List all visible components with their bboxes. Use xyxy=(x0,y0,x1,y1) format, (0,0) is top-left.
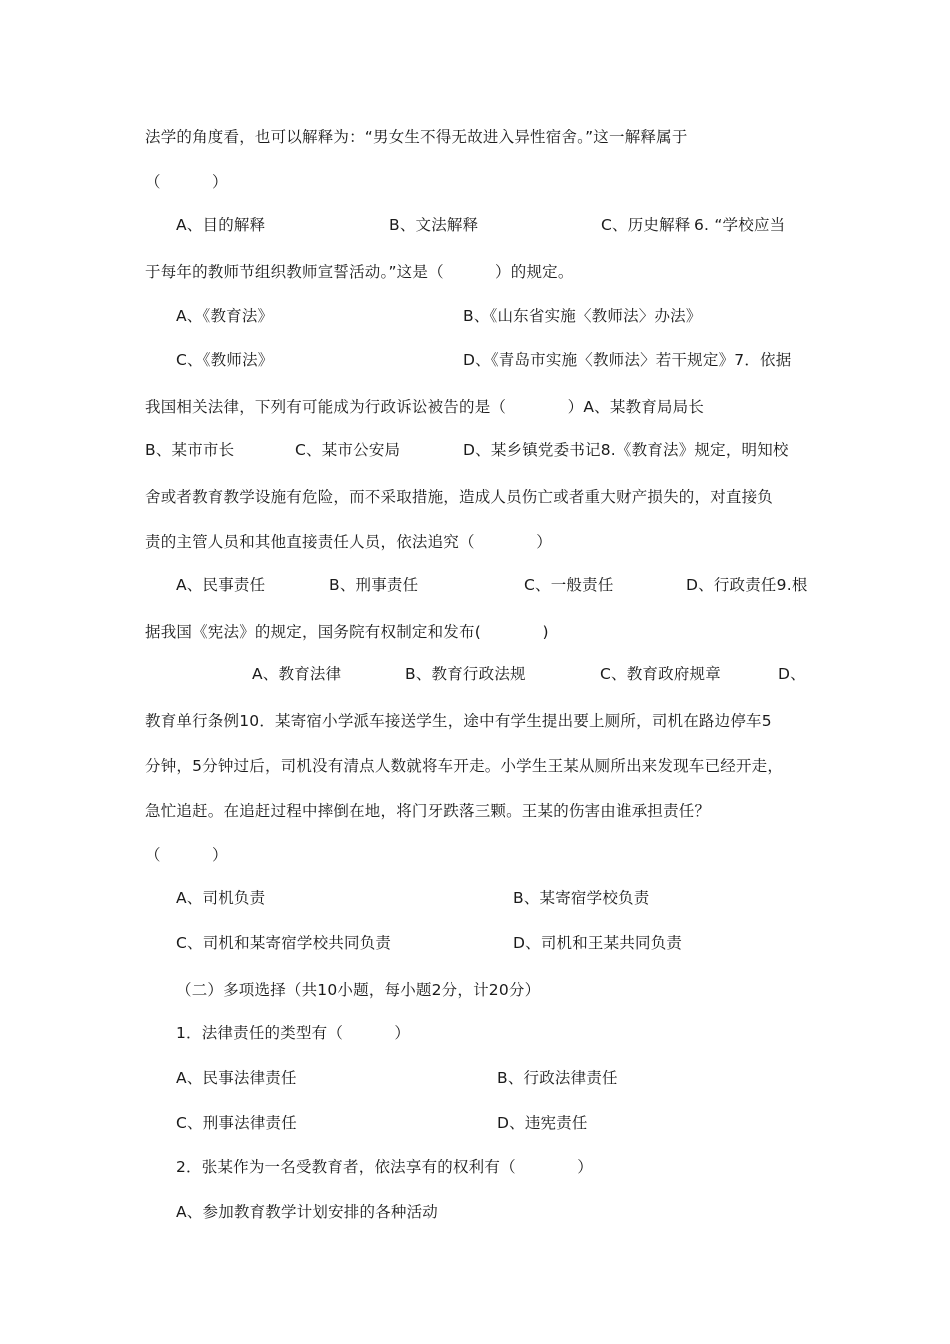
text-line: 责的主管人员和其他直接责任人员，依法追究（ ） xyxy=(145,533,552,551)
option-b: B、行政法律责任 xyxy=(497,1069,618,1087)
text-line: 教育单行条例10．某寄宿小学派车接送学生，途中有学生提出要上厕所，司机在路边停车5 xyxy=(145,712,772,730)
text-line: 急忙追赶。在追赶过程中摔倒在地，将门牙跌落三颗。王某的伤害由谁承担责任？ xyxy=(145,802,711,820)
option-c: C、一般责任 xyxy=(524,576,614,594)
section-heading: （二）多项选择（共10小题，每小题2分，计20分） xyxy=(176,981,541,999)
option-a: A、《教育法》 xyxy=(176,307,274,325)
text-line: 我国相关法律，下列有可能成为行政诉讼被告的是（ ）A、某教育局局长 xyxy=(145,398,705,416)
option-d: D、行政责任9.根 xyxy=(686,576,808,594)
option-b: B、教育行政法规 xyxy=(405,665,526,683)
option-b: B、《山东省实施〈教师法〉办法》 xyxy=(463,307,702,325)
text-line: 法学的角度看，也可以解释为：“男女生不得无故进入异性宿舍。”这一解释属于 xyxy=(145,128,688,146)
option-d: D、司机和王某共同负责 xyxy=(513,934,683,952)
text-line: （ ） xyxy=(145,846,228,864)
option-b: B、刑事责任 xyxy=(329,576,419,594)
option-d: D、违宪责任 xyxy=(497,1114,588,1132)
question: 2．张某作为一名受教育者，依法享有的权利有（ ） xyxy=(176,1158,593,1176)
option-c: C、历史解释 xyxy=(601,216,691,234)
option-c: C、刑事法律责任 xyxy=(176,1114,297,1132)
option-d: D、《青岛市实施〈教师法〉若干规定》7．依据 xyxy=(463,351,792,369)
option-b: B、某市市长 xyxy=(145,441,235,459)
option-b: B、文法解释 xyxy=(389,216,479,234)
option-a: A、民事法律责任 xyxy=(176,1069,297,1087)
option-d: D、某乡镇党委书记8.《教育法》规定，明知校 xyxy=(463,441,789,459)
text-line: 据我国《宪法》的规定，国务院有权制定和发布( ) xyxy=(145,623,549,641)
text-line: （ ） xyxy=(145,173,228,191)
option-c: C、《教师法》 xyxy=(176,351,274,369)
text-line: 舍或者教育教学设施有危险，而不采取措施，造成人员伤亡或者重大财产损失的，对直接负 xyxy=(145,488,774,506)
option-a: A、目的解释 xyxy=(176,216,266,234)
text-line: 于每年的教师节组织教师宣誓活动。”这是（ ）的规定。 xyxy=(145,263,574,281)
option-a: A、教育法律 xyxy=(252,665,342,683)
option-b: B、某寄宿学校负责 xyxy=(513,889,650,907)
option-c: C、教育政府规章 xyxy=(600,665,721,683)
question: 1．法律责任的类型有（ ） xyxy=(176,1024,411,1042)
option-d: D、 xyxy=(778,665,806,683)
option-a: A、参加教育教学计划安排的各种活动 xyxy=(176,1203,439,1221)
text-line: 分钟，5分钟过后，司机没有清点人数就将车开走。小学生王某从厕所出来发现车已经开走， xyxy=(145,757,784,775)
question-start: 6. “学校应当 xyxy=(694,216,786,234)
option-a: A、司机负责 xyxy=(176,889,266,907)
option-c: C、某市公安局 xyxy=(295,441,401,459)
option-c: C、司机和某寄宿学校共同负责 xyxy=(176,934,392,952)
option-a: A、民事责任 xyxy=(176,576,266,594)
